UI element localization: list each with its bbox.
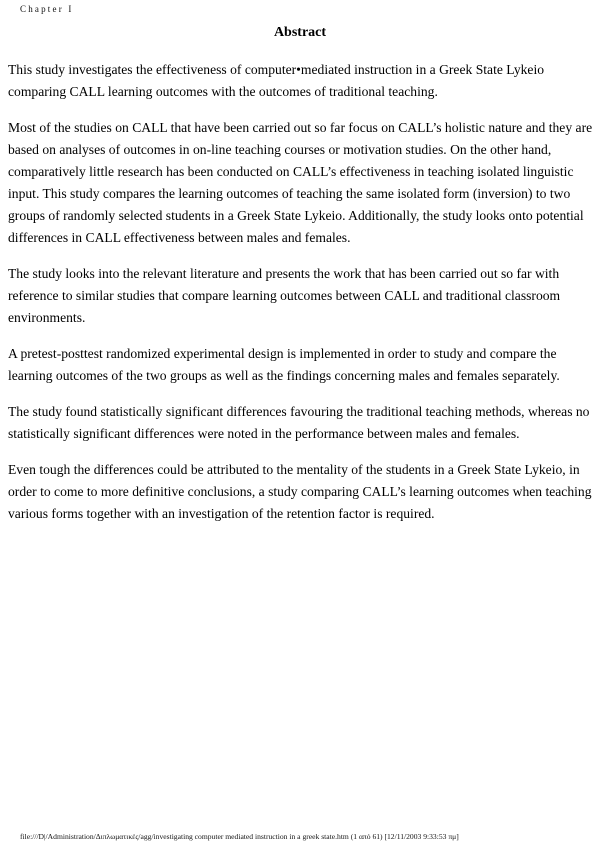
abstract-body	[8, 59, 593, 539]
footer-file-path: file:///D|/Administration/Διπλωματικές/agg/investigating computer mediated instruction in a greek state.htm (1 από 61) [12/11/2003 9:33:53 πμ]	[20, 832, 459, 841]
paragraph-5: The study found statistically significant differences favouring the traditional teaching methods, whereas no statistically significant differences were noted in the performance between males and females.	[8, 404, 590, 441]
paragraph-1: This study investigates the effectiveness of computer•mediated instruction in a Greek State Lykeio comparing CALL learning outcomes with the outcomes of traditional teaching.	[8, 62, 545, 99]
paragraph-3: The study looks into the relevant literature and presents the work that has been carried out so far with reference to similar studies that compare learning outcomes between CALL and traditional classroom environments.	[8, 266, 561, 325]
paragraph-2: Most of the studies on CALL that have been carried out so far focus on CALL’s holistic nature and they are based on analyses of outcomes in on-line teaching courses or motivation studies. On the other hand, comparatively little research has been conducted on CALL’s effectiveness in teaching isolated linguistic input. This study compares the learning outcomes of teaching the same isolated form (inversion) to two groups of randomly selected students in a Greek State Lykeio. Additionally, the study looks onto potential differences in CALL effectiveness between males and females.	[8, 120, 593, 245]
paragraph-4: A pretest-posttest randomized experimental design is implemented in order to study and compare the learning outcomes of the two groups as well as the findings concerning males and females separately.	[8, 346, 560, 383]
paragraph-6: Even tough the differences could be attributed to the mentality of the students in a Greek State Lykeio, in order to come to more definitive conclusions, a study comparing CALL’s learning outcomes when teaching various forms together with an investigation of the retention factor is required.	[8, 462, 592, 521]
chapter-header: Chapter I	[20, 4, 74, 14]
page-title: Abstract	[273, 25, 327, 40]
